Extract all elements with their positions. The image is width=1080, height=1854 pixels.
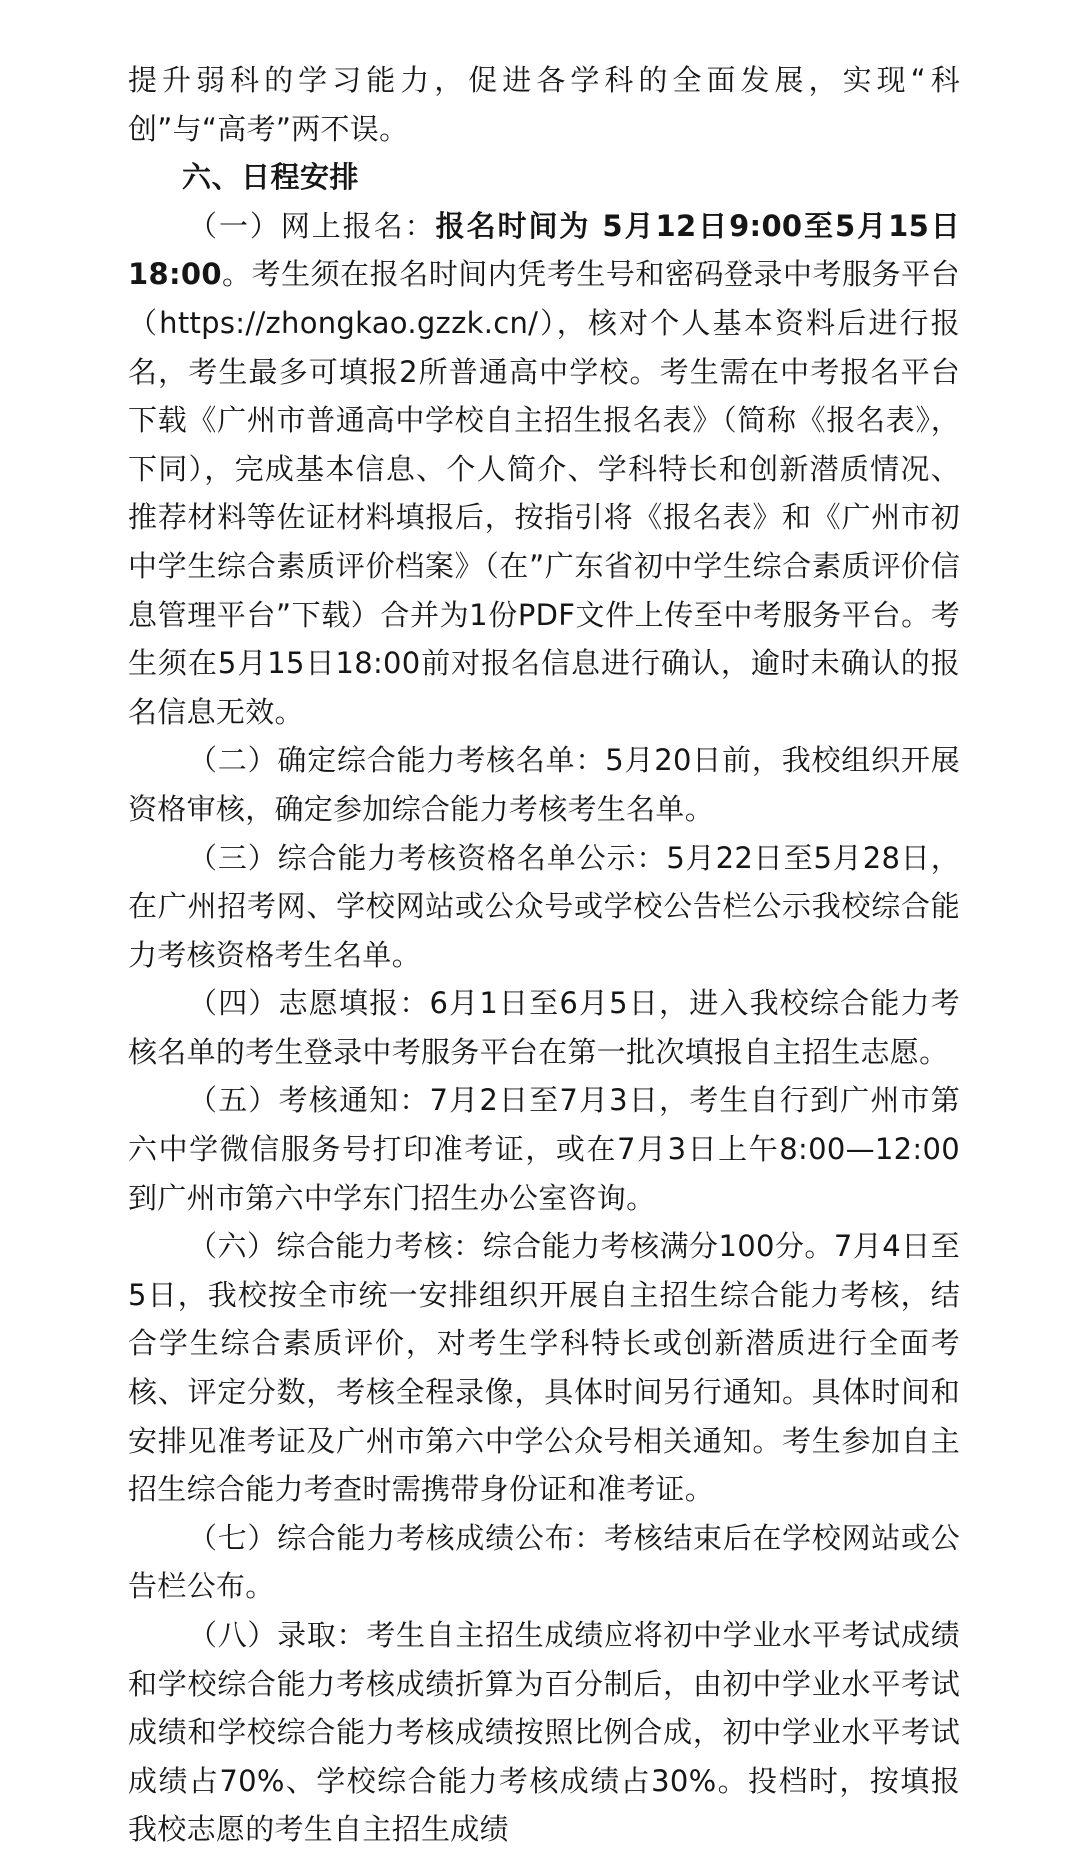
item-1-registration-time: 报名时间为 5月12日9:00至5月15日18:00 [128, 208, 960, 292]
intro-paragraph: 提升弱科的学习能力，促进各学科的全面发展，实现“科创”与“高考”两不误。 [128, 63, 960, 146]
item-6-paragraph: （六）综合能力考核：综合能力考核满分100分。7月4日至5日，我校按全市统一安排组织开展自主招生综合能力考核，结合学生综合素质评价，对考生学科特长或创新潜质进行全面考核、评定分数，考核全程录像，具体时间另行通知。具体时间和安排见准考证及广州市第六中学公众号相关通知。考生参加自主招生综合能力考查时需携带身份证和准考证。 [128, 1229, 960, 1507]
document-page [128, 56, 960, 1854]
item-7-paragraph: （七）综合能力考核成绩公布：考核结束后在学校网站或公告栏公布。 [128, 1520, 960, 1604]
item-3-paragraph: （三）综合能力考核资格名单公示：5月22日至5月28日，在广州招考网、学校网站或公众号或学校公告栏公示我校综合能力考核资格考生名单。 [128, 840, 960, 972]
item-2-paragraph: （二）确定综合能力考核名单：5月20日前，我校组织开展资格审核，确定参加综合能力考核考生名单。 [128, 743, 960, 826]
item-5-paragraph: （五）考核通知：7月2日至7月3日，考生自行到广州市第六中学微信服务号打印准考证，或在7月3日上午8:00—12:00到广州市第六中学东门招生办公室咨询。 [128, 1083, 960, 1215]
item-1-prefix: （一）网上报名： [188, 208, 436, 243]
item-8-paragraph: （八）录取：考生自主招生成绩应将初中学业水平考试成绩和学校综合能力考核成绩折算为百分制后，由初中学业水平考试成绩和学校综合能力考核成绩按照比例合成，初中学业水平考试成绩占70%、学校综合能力考核成绩占30%。投档时，按填报我校志愿的考生自主招生成绩 [128, 1618, 960, 1847]
item-4-paragraph: （四）志愿填报：6月1日至6月5日，进入我校综合能力考核名单的考生登录中考服务平台在第一批次填报自主招生志愿。 [128, 986, 960, 1069]
section-heading: 六、日程安排 [182, 160, 360, 195]
item-1-paragraph [128, 202, 960, 737]
item-1-text-b: （https://zhongkao.gzzk.cn/），核对个人基本资料后进行报名，考生最多可填报2所普通高中学校。考生需在中考报名平台下载《广州市普通高中学校自主招生报名表》（简称《报名表》，下同），完成基本信息、个人简介、学科特长和创新潜质情况、推荐材料等佐证材料填报后，按指引将《报名表》和《广州市初中学生综合素质评价档案》（在”广东省初中学生综合素质评价信息管理平台”下载）合并为1份PDF文件上传至中考服务平台。考生须在5月15日18:00前对报名信息进行确认，逾时未确认的报名信息无效。 [128, 305, 960, 729]
item-1-text-a: 。考生须在报名时间内凭考生号和密码登录中考服务平台 [221, 257, 960, 292]
